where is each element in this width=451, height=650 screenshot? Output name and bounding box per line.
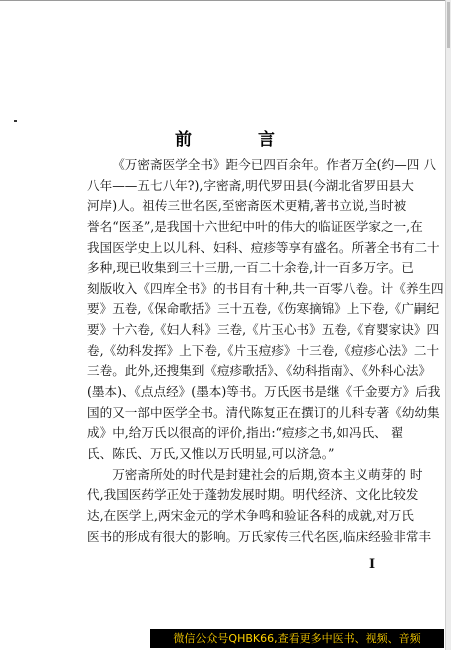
body-line: 多种,现已收集到三十三册,一百二十余卷,计一百多万字。已 [87,260,414,276]
body-line: 国的又一部中医学全书。清代陈复正在撰订的儿科专著《幼幼集 [87,404,440,420]
body-line: 达,在医学上,两宋金元的学术争鸣和验证各科的成就,对万氏 [87,507,414,523]
body-line: 代,我国医药学正处于蓬勃发展时期。明代经济、文化比较发 [87,487,419,503]
body-line: 要》十六卷,《妇人科》三卷,《片玉心书》五卷,《育婴家诀》四 [87,322,440,338]
body-line: 《万密斋医学全书》距今已四百余年。作者万全(约—四 八 [112,157,436,172]
scan-speck [14,120,17,122]
document-body [87,155,444,547]
scrollbar-thumb[interactable] [447,2,450,48]
vertical-scrollbar[interactable] [445,0,451,650]
body-line: 我国医学史上以儿科、妇科、痘疹等享有盛名。所著全书有二十 [87,239,440,255]
body-line: 万密斋所处的时代是封建社会的后期,资本主义萌芽的 时 [112,466,423,482]
body-line: 医书的形成有很大的影响。万氏家传三代名医,临床经验非常丰 [87,528,432,544]
body-line: 三卷。此外,还搜集到《痘疹歌括》、《幼科指南》、《外科心法》 [87,363,432,379]
page-title: 前 言 [175,130,305,150]
body-line: 八年——五七八年?),字密斋,明代罗田县(今湖北省罗田县大 [87,177,414,193]
body-line: 刻版收入《四库全书》的书目有十种,共一百零八卷。计《养生四 [87,280,444,296]
window-top-border [0,0,450,1]
page-number: I [369,557,376,572]
body-line: (墨本)、《点点经》(墨本)等书。万氏医书是继《千金要方》后我 [87,384,441,400]
body-line: 河岸)人。祖传三世名医,至密斋医术更精,著书立说,当时被 [87,198,407,214]
body-line: 誉名“医圣”,是我国十六世纪中叶的伟大的临证医学家之一,在 [87,218,423,234]
body-line: 成》中,给万氏以很高的评价,指出:“痘疹之书,如冯氏、 翟 [87,425,404,441]
body-line: 卷,《幼科发挥》上下卷,《片玉痘疹》十三卷,《痘疹心法》二十 [87,342,440,358]
body-line: 要》五卷,《保命歌括》三十五卷,《伤寒摘锦》上下卷,《广嗣纪 [87,301,440,317]
body-line: 氏、陈氏、万氏,又惟以万氏明显,可以济急。” [87,445,335,461]
watermark-banner: 微信公众号QHBK66,查看更多中医书、视频、音频 [150,629,444,648]
